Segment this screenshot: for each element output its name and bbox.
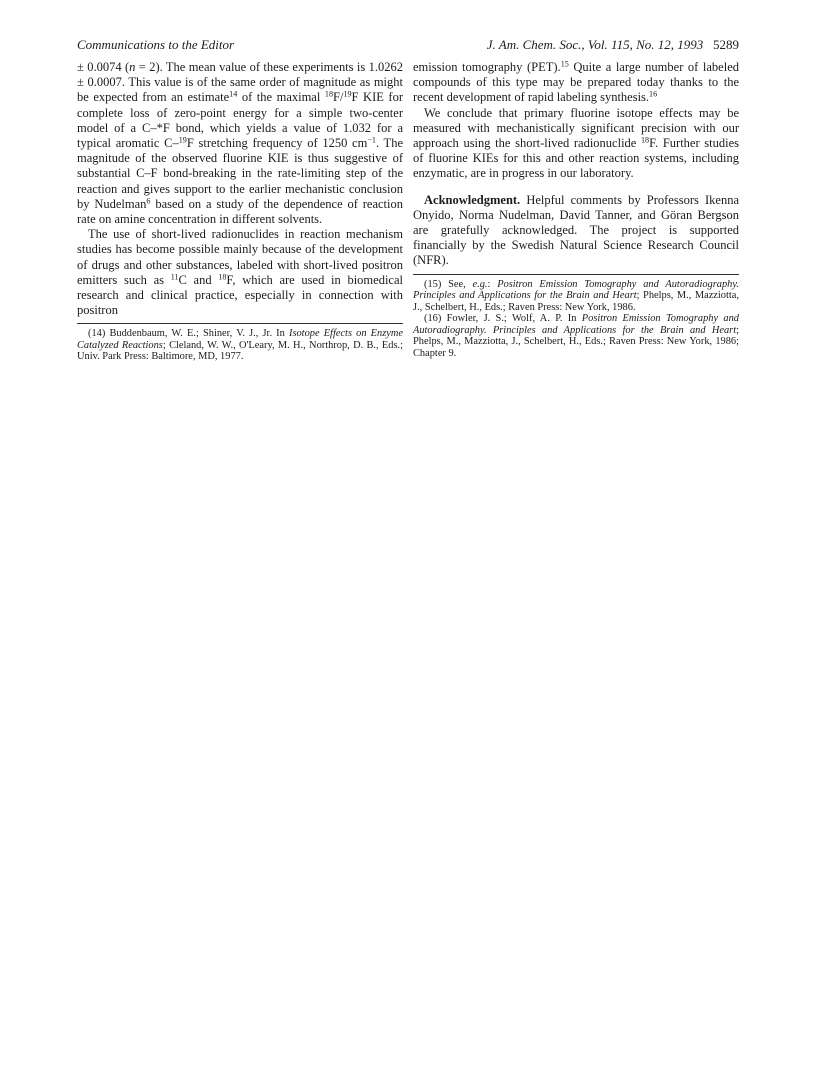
acknowledgment: Acknowledgment. Helpful comments by Professors Ikenna Onyido, Norma Nudelman, David Tanner, and Göran Bergson are gratefully acknowledged. The project is supported financially by the Swedish Natural Science Research Council (NFR). (413, 192, 739, 268)
journal-citation: J. Am. Chem. Soc., Vol. 115, No. 12, 1993 (486, 37, 704, 52)
page-number: 5289 (713, 37, 739, 52)
paragraph-pet: emission tomography (PET).$^{15}$ Quite a large number of labeled compounds of this type may be prepared today thanks to the recent development of rapid labeling synthesis.$^{16}$ (413, 59, 740, 105)
footnote-divider (77, 323, 403, 324)
footnote-divider (413, 274, 739, 275)
right-column (413, 60, 739, 359)
paragraph-conclusion: We conclude that primary fluorine isotope effects may be measured with mechanistically significant precision with our approach using the short-lived radionuclide $^{18}$F. Further studies of fluorine KIEs for this and other reaction systems, including enzymatic, are in progress in our laboratory. (413, 105, 739, 181)
running-header-journal (484, 37, 739, 53)
running-header-section: Communications to the Editor (77, 37, 235, 52)
paragraph-kie-results: ± 0.0074 (n = 2). The mean value of these experiments is 1.0262 ± 0.0007. This value is of the same order of magnitude as might be expected from an estimate$^{14}$ of the maximal $^{18}$F/$^{19}$F KIE for complete loss of zero-point energy for a simple two-center model of a C–*F bond, which yields a value of 1.032 for a typical aromatic C–$^{19}$F stretching frequency of 1250 $cm^{-1}$. The magnitude of the observed fluorine KIE is thus suggestive of substantial C–F bond-breaking in the rate-limiting step of the reaction and gives support to the earlier mechanistic conclusion by Nudelman$^6$ based on a study of the dependence of reaction rate on amine concentration in different solvents. (77, 60, 403, 227)
footnote-14: (14) Buddenbaum, W. E.; Shiner, V. J., Jr. In Isotope Effects on Enzyme Catalyzed Reactions; Cleland, W. W., O'Leary, M. H., Northrop, D. B., Eds.; Univ. Park Press: Baltimore, MD, 1977. (77, 328, 403, 363)
left-column (77, 60, 403, 363)
paragraph-radionuclides: The use of short-lived radionuclides in reaction mechanism studies has become possible mainly because of the development of drugs and other substances, labeled with short-lived positron emitters such as $^{11}$C and $^{18}$F, which are used in biomedical research and clinical practice, especially in connection with positron (77, 227, 403, 318)
footnote-15: (15) See, e.g.: Positron Emission Tomography and Autoradiography. Principles and Applications for the Brain and Heart; Phelps, M., Mazziotta, J., Schelbert, H., Eds.; Raven Press: New York, 1986. (413, 278, 739, 313)
footnote-16: (16) Fowler, J. S.; Wolf, A. P. In Positron Emission Tomography and Autoradiography. Principles and Applications for the Brain and Heart; Phelps, M., Mazziotta, J., Schelbert, H., Eds.; Raven Press: New York, 1986; Chapter 9. (413, 313, 740, 359)
acknowledgment-heading: Acknowledgment. (424, 192, 521, 207)
